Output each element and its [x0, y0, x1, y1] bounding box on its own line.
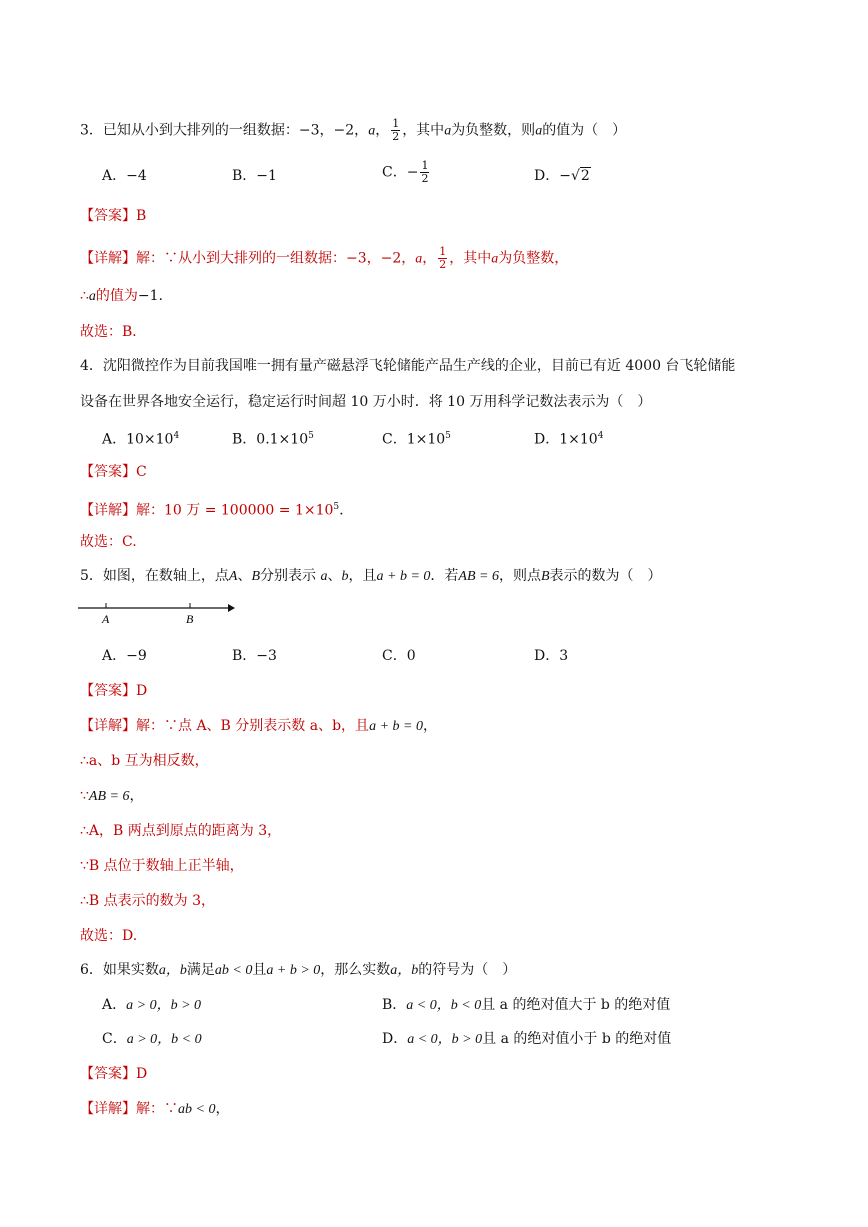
q4-option-a: A．$10\times 10^4$ [102, 431, 180, 448]
q5-detail-1: 【详解】解：∵点 A、B 分别表示数 a、b，且a + b = 0， [80, 718, 437, 734]
q4-answer: 【答案】C [80, 464, 147, 480]
q3-detail: 【详解】解：∵从小到大排列的一组数据：−3，−2，a， $\frac{1}{2}$ ，其中a为负整数， [80, 245, 569, 271]
q4-stem-line2: 设备在世界各地安全运行，稳定运行时间超 10 万小时．将 10 万用科学记数法表示为（ ） [80, 394, 652, 410]
q6-answer: 【答案】D [80, 1066, 148, 1082]
q5-stem: 5．如图，在数轴上，点A、B分别表示 a、b，且a + b = 0．若AB = 6，则点B表示的数为（ ） [80, 568, 662, 584]
q3-detail-line2: ∴a的值为−1. [80, 288, 164, 304]
label-b: B [186, 612, 194, 626]
q6-option-b: B．a < 0，b < 0且 a 的绝对值大于 b 的绝对值 [382, 997, 671, 1013]
q5-detail-5: ∵B 点位于数轴上正半轴， [80, 858, 244, 874]
q6-option-d: D．a < 0，b > 0且 a 的绝对值小于 b 的绝对值 [382, 1031, 672, 1047]
q5-detail-4: ∴A，B 两点到原点的距离为 3， [80, 823, 282, 839]
q3-fraction: $\frac{1}{2}$ [392, 117, 400, 143]
q3-option-c: C．− $\frac{1}{2}$ [382, 159, 429, 185]
q6-option-c: C．a > 0，b < 0 [102, 1031, 202, 1047]
q3-answer: 【答案】B [80, 208, 147, 224]
q6-detail: 【详解】解：∵ab < 0， [80, 1101, 230, 1117]
q3-option-d: D．−√2 [534, 168, 590, 184]
q5-answer: 【答案】D [80, 683, 148, 699]
q3-option-a: A．−4 [102, 168, 147, 184]
number-line-arrow [228, 604, 235, 612]
q5-choose: 故选：D. [80, 928, 138, 944]
q4-detail: 【详解】解：10 万 = $100000 = 1\times 10^5$. [80, 502, 344, 519]
q4-option-c: C．$1\times 10^5$ [382, 431, 451, 448]
q3-option-b: B．−1 [232, 168, 277, 184]
q6-option-a: A．a > 0，b > 0 [102, 997, 202, 1013]
q5-option-a: A．−9 [102, 648, 147, 664]
q5-option-d: D．3 [534, 648, 569, 664]
q5-option-c: C．0 [382, 648, 416, 664]
q3-choose: 故选：B． [80, 324, 147, 340]
label-a: A [102, 612, 110, 626]
number-line-figure [78, 598, 238, 630]
q4-option-d: D．$1\times 10^4$ [534, 431, 604, 448]
q4-option-b: B．$0.1\times 10^5$ [232, 431, 314, 448]
q5-option-b: B．−3 [232, 648, 277, 664]
q3-stem: 3．已知从小到大排列的一组数据：−3，−2，a， $\frac{1}{2}$ ，其中a为负整数，则a的值为（ ） [80, 117, 627, 143]
q6-stem: 6．如果实数a，b满足ab < 0且a + b > 0，那么实数a，b的符号为（ ） [80, 962, 517, 978]
q5-detail-3: ∵AB = 6， [80, 788, 144, 804]
q5-detail-6: ∴B 点表示的数为 3， [80, 893, 216, 909]
q4-choose: 故选：C. [80, 534, 137, 550]
q5-detail-2: ∴a、b 互为相反数， [80, 753, 209, 769]
q4-stem-line1: 4．沈阳微控作为目前我国唯一拥有量产磁悬浮飞轮储能产品生产线的企业，目前已有近 4000 台飞轮储能 [80, 358, 736, 374]
